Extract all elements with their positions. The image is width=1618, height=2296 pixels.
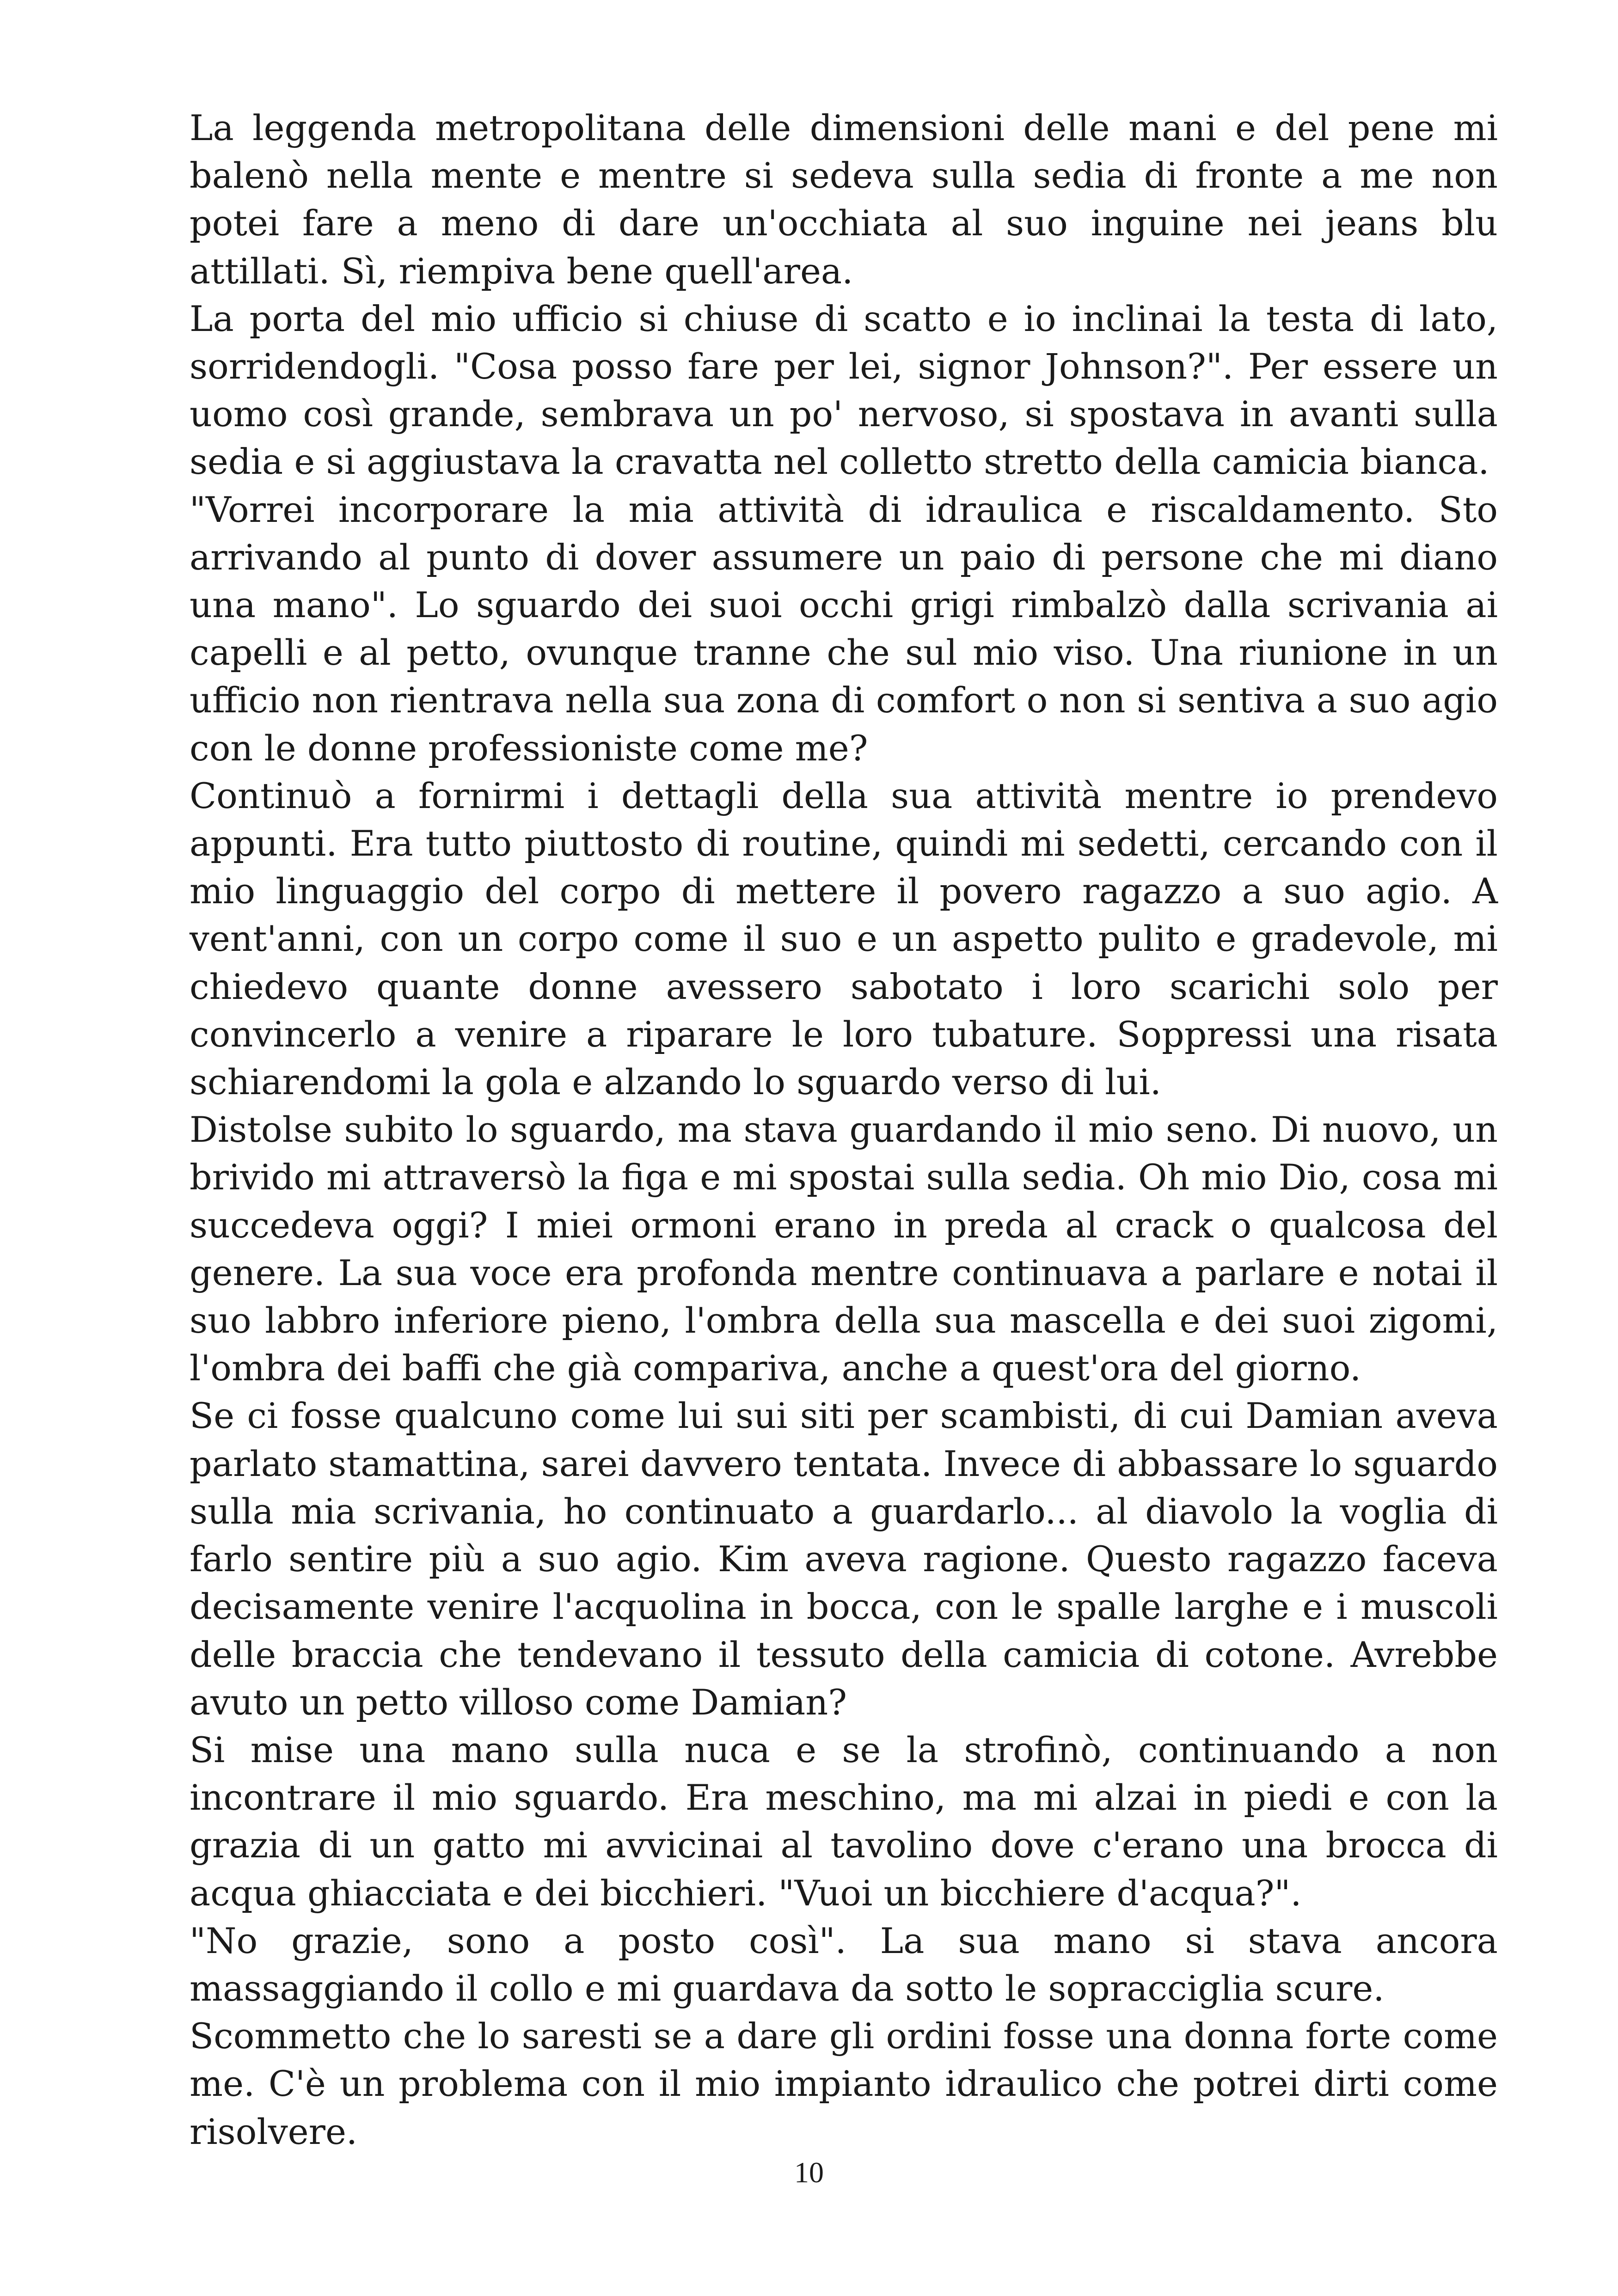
page-number: 10 <box>794 2156 824 2189</box>
paragraph: "No grazie, sono a posto così". La sua mano si stava ancora massaggiando il collo e mi guardava da sotto le sopracciglia scure. <box>190 1920 1498 2009</box>
paragraph: "Vorrei incorporare la mia attività di idraulica e riscaldamento. Sto arrivando al punto di dover assumere un paio di persone che mi diano una mano". Lo sguardo dei suoi occhi grigi rimbalzò dalla scrivania ai capelli e al petto, ovunque tranne che sul mio viso. Una riunione in un ufficio non rientrava nella sua zona di comfort o non si sentiva a suo agio con le donne professioniste come me? <box>190 489 1498 769</box>
paragraph: Si mise una mano sulla nuca e se la strofinò, continuando a non incontrare il mio sguardo. Era meschino, ma mi alzai in piedi e con la grazia di un gatto mi avvicinai al tavolino dove c'erano una brocca di acqua ghiacciata e dei bicchieri. "Vuoi un bicchiere d'acqua?". <box>190 1729 1498 1914</box>
paragraph: Distolse subito lo sguardo, ma stava guardando il mio seno. Di nuovo, un brivido mi attraversò la figa e mi spostai sulla sedia. Oh mio Dio, cosa mi succedeva oggi? I miei ormoni erano in preda al crack o qualcosa del genere. La sua voce era profonda mentre continuava a parlare e notai il suo labbro inferiore pieno, l'ombra della sua mascella e dei suoi zigomi, l'ombra dei baffi che già compariva, anche a quest'ora del giorno. <box>190 1109 1498 1389</box>
paragraph: La porta del mio ufficio si chiuse di scatto e io inclinai la testa di lato, sorridendogli. "Cosa posso fare per lei, signor Johnson?". Per essere un uomo così grande, sembrava un po' nervoso, si spostava in avanti sulla sedia e si aggiustava la cravatta nel colletto stretto della camicia bianca. <box>190 298 1498 483</box>
paragraph: La leggenda metropolitana delle dimensioni delle mani e del pene mi balenò nella mente e mentre si sedeva sulla sedia di fronte a me non potei fare a meno di dare un'occhiata al suo inguine nei jeans blu attillati. Sì, riempiva bene quell'area. <box>190 107 1498 292</box>
paragraph: Se ci fosse qualcuno come lui sui siti per scambisti, di cui Damian aveva parlato stamattina, sarei davvero tentata. Invece di abbassare lo sguardo sulla mia scrivania, ho continuato a guardarlo... al diavolo la voglia di farlo sentire più a suo agio. Kim aveva ragione. Questo ragazzo faceva decisamente venire l'acquolina in bocca, con le spalle larghe e i muscoli delle braccia che tendevano il tessuto della camicia di cotone. Avrebbe avuto un petto villoso come Damian? <box>190 1395 1498 1723</box>
body-text <box>190 104 1498 2155</box>
paragraph: Scommetto che lo saresti se a dare gli ordini fosse una donna forte come me. C'è un problema con il mio impianto idraulico che potrei dirti come risolvere. <box>190 2015 1498 2152</box>
paragraph: Continuò a fornirmi i dettagli della sua attività mentre io prendevo appunti. Era tutto piuttosto di routine, quindi mi sedetti, cercando con il mio linguaggio del corpo di mettere il povero ragazzo a suo agio. A vent'anni, con un corpo come il suo e un aspetto pulito e gradevole, mi chiedevo quante donne avessero sabotato i loro scarichi solo per convincerlo a venire a riparare le loro tubature. Soppressi una risata schiarendomi la gola e alzando lo sguardo verso di lui. <box>190 775 1498 1103</box>
